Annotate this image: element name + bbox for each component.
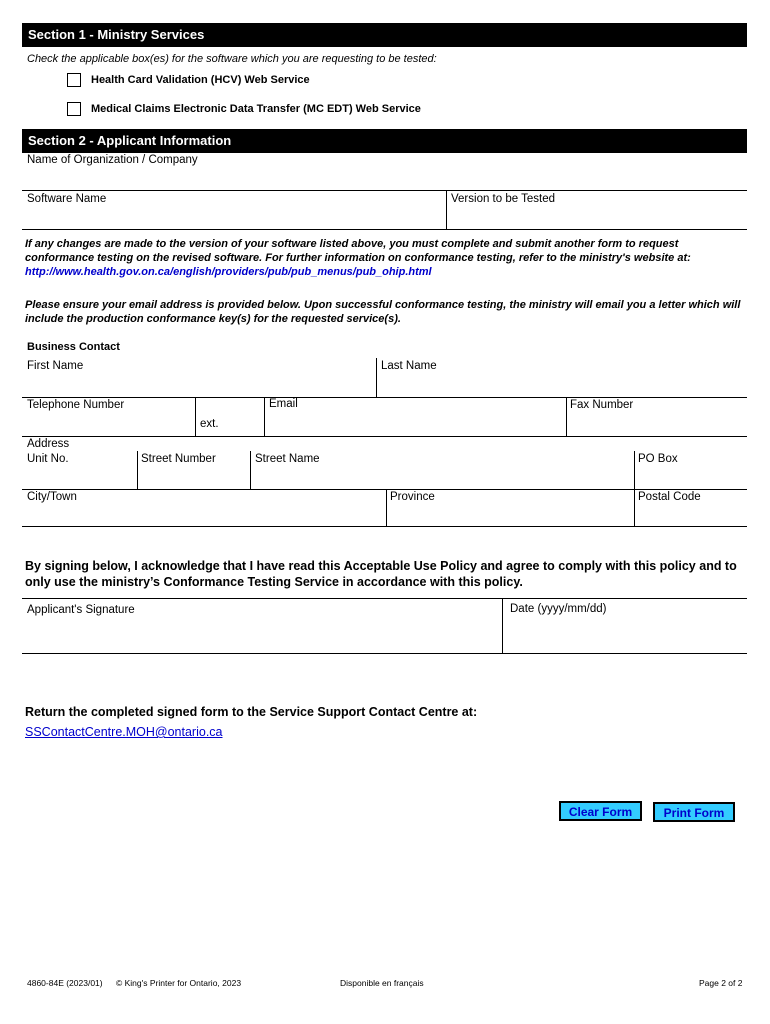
return-instruction: Return the completed signed form to the Service Support Contact Centre at: [25, 705, 478, 719]
hcv-checkbox-label: Health Card Validation (HCV) Web Service [91, 74, 310, 86]
notice-email: Please ensure your email address is provided below. Upon successful conformance testing, the ministry will email you a letter which will include the production conformance key(s) for the requested service(s). [25, 299, 741, 325]
first-name-label: First Name [27, 360, 84, 372]
street-number-label: Street Number [141, 453, 216, 465]
clear-form-button[interactable]: Clear Form [559, 801, 642, 821]
first-name-input[interactable] [22, 372, 374, 396]
print-form-button[interactable]: Print Form [653, 802, 735, 822]
business-contact-heading: Business Contact [27, 341, 120, 353]
divider [264, 397, 265, 436]
return-email-link[interactable]: SSContactCentre.MOH@ontario.ca [25, 725, 223, 739]
street-name-input[interactable] [252, 466, 632, 488]
divider [137, 451, 138, 489]
divider [22, 526, 747, 527]
postal-code-input[interactable] [636, 504, 747, 526]
divider [22, 436, 747, 437]
unit-label: Unit No. [27, 453, 69, 465]
address-label: Address [27, 438, 70, 450]
software-name-label: Software Name [27, 193, 107, 205]
divider [22, 190, 747, 191]
divider [22, 653, 747, 654]
version-input[interactable] [447, 205, 747, 229]
divider [502, 598, 503, 653]
divider [22, 598, 747, 599]
fax-label: Fax Number [570, 399, 634, 411]
divider [376, 358, 377, 397]
org-input[interactable] [22, 157, 747, 190]
notice-version-change-text: If any changes are made to the version of your software listed above, you must complete and submit another form to request conformance testing on the revised software. For further information on conformance testing, refer to the ministry's website at: [25, 238, 691, 264]
footer-page-number: Page 2 of 2 [699, 978, 743, 988]
divider [634, 451, 635, 489]
city-input[interactable] [22, 504, 384, 526]
street-name-label: Street Name [255, 453, 320, 465]
fax-input[interactable] [568, 411, 747, 435]
signature-label: Applicant's Signature [27, 604, 135, 616]
signature-input[interactable] [22, 618, 500, 652]
telephone-label: Telephone Number [27, 399, 125, 411]
ext-input[interactable] [220, 398, 262, 434]
date-input[interactable] [504, 618, 747, 652]
version-label: Version to be Tested [451, 193, 555, 205]
province-input[interactable] [388, 504, 632, 526]
postal-code-label: Postal Code [638, 491, 701, 503]
software-name-input[interactable] [22, 205, 445, 229]
mcedt-checkbox[interactable] [67, 102, 81, 116]
last-name-label: Last Name [381, 360, 437, 372]
email-label: Email [269, 398, 298, 410]
org-label: Name of Organization / Company [27, 154, 198, 166]
last-name-input[interactable] [378, 372, 747, 396]
divider [250, 451, 251, 489]
province-label: Province [390, 491, 435, 503]
mcedt-checkbox-label: Medical Claims Electronic Data Transfer (MC EDT) Web Service [91, 103, 421, 115]
divider [386, 489, 387, 526]
section1-header: Section 1 - Ministry Services [22, 23, 747, 47]
city-label: City/Town [27, 491, 77, 503]
acknowledgement-text: By signing below, I acknowledge that I have read this Acceptable Use Policy and agree to comply with this policy and to only use the ministry’s Conformance Testing Service in accordance with this policy. [25, 559, 737, 589]
divider [22, 229, 747, 230]
street-number-input[interactable] [139, 466, 248, 488]
unit-input[interactable] [22, 466, 135, 488]
notice-version-change [25, 237, 747, 279]
ministry-website-link[interactable]: http://www.health.gov.on.ca/english/providers/pub/pub_menus/pub_ohip.html [25, 266, 432, 278]
hcv-checkbox[interactable] [67, 73, 81, 87]
divider [566, 397, 567, 436]
po-box-label: PO Box [638, 453, 678, 465]
divider [634, 489, 635, 526]
date-label: Date (yyyy/mm/dd) [510, 603, 607, 615]
section1-instruction: Check the applicable box(es) for the software which you are requesting to be tested: [27, 53, 437, 65]
po-box-input[interactable] [636, 466, 747, 488]
telephone-input[interactable] [22, 412, 194, 434]
ext-label: ext. [200, 418, 219, 430]
footer-french: Disponible en français [340, 978, 424, 988]
divider [22, 489, 747, 490]
divider [22, 397, 747, 398]
footer-form-id: 4860-84E (2023/01) [27, 978, 103, 988]
divider [195, 397, 196, 436]
section2-header: Section 2 - Applicant Information [22, 129, 747, 153]
email-input[interactable] [266, 411, 564, 435]
footer-copyright: © King's Printer for Ontario, 2023 [116, 978, 242, 988]
